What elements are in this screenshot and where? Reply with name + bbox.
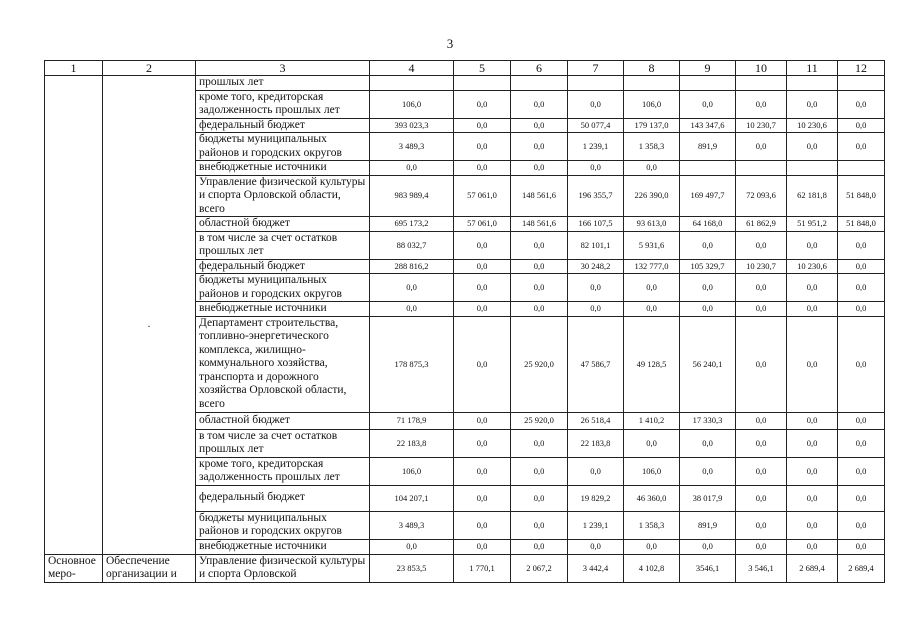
amount-cell: 0,0 — [454, 302, 511, 317]
amount-cell: 983 989,4 — [370, 175, 454, 217]
amount-cell: 0,0 — [454, 133, 511, 161]
amount-cell: 0,0 — [787, 274, 838, 302]
amount-cell — [736, 76, 787, 91]
amount-cell: 226 390,0 — [624, 175, 680, 217]
amount-cell: 0,0 — [454, 511, 511, 539]
amount-cell: 288 816,2 — [370, 259, 454, 274]
amount-cell: 47 586,7 — [568, 316, 624, 412]
amount-cell: 0,0 — [736, 412, 787, 429]
amount-cell: 178 875,3 — [370, 316, 454, 412]
column-number-12: 12 — [838, 61, 885, 76]
amount-cell: 0,0 — [838, 302, 885, 317]
amount-cell: 0,0 — [370, 161, 454, 176]
amount-cell: 0,0 — [454, 485, 511, 511]
amount-cell: 0,0 — [787, 485, 838, 511]
amount-cell: 0,0 — [838, 539, 885, 554]
amount-cell: 1 239,1 — [568, 133, 624, 161]
amount-cell: 0,0 — [454, 412, 511, 429]
funding-source-label: внебюджетные источники — [196, 539, 370, 554]
amount-cell: 0,0 — [511, 274, 568, 302]
amount-cell: 61 862,9 — [736, 217, 787, 232]
amount-cell: 38 017,9 — [680, 485, 736, 511]
amount-cell: 0,0 — [838, 457, 885, 485]
amount-cell: 0,0 — [787, 302, 838, 317]
amount-cell: 179 137,0 — [624, 118, 680, 133]
amount-cell: 57 061,0 — [454, 217, 511, 232]
amount-cell: 1 770,1 — [454, 554, 511, 582]
amount-cell: 104 207,1 — [370, 485, 454, 511]
amount-cell: 10 230,6 — [787, 259, 838, 274]
amount-cell: 0,0 — [568, 539, 624, 554]
amount-cell: 0,0 — [370, 539, 454, 554]
amount-cell: 0,0 — [511, 511, 568, 539]
funding-source-label: бюджеты муниципальных районов и городских округов — [196, 133, 370, 161]
amount-cell — [454, 76, 511, 91]
amount-cell: 0,0 — [454, 161, 511, 176]
amount-cell: 71 178,9 — [370, 412, 454, 429]
amount-cell: 1 358,3 — [624, 133, 680, 161]
amount-cell: 0,0 — [736, 539, 787, 554]
amount-cell: 0,0 — [454, 429, 511, 457]
amount-cell: 0,0 — [680, 231, 736, 259]
amount-cell: 82 101,1 — [568, 231, 624, 259]
funding-source-label: кроме того, кредиторская задолженность прошлых лет — [196, 90, 370, 118]
amount-cell: 0,0 — [787, 457, 838, 485]
amount-cell: 0,0 — [838, 485, 885, 511]
amount-cell: 0,0 — [624, 429, 680, 457]
amount-cell: 3546,1 — [680, 554, 736, 582]
amount-cell: 10 230,7 — [736, 259, 787, 274]
funding-source-label: федеральный бюджет — [196, 118, 370, 133]
funding-source-label: Департамент строительства, топливно-энергетического комплекса, жилищно-коммунального хозяйства, транспорта и дорожного хозяйства Орловской области, всего — [196, 316, 370, 412]
funding-source-label: прошлых лет — [196, 76, 370, 91]
amount-cell: 0,0 — [838, 412, 885, 429]
amount-cell: 106,0 — [624, 90, 680, 118]
amount-cell: 0,0 — [680, 457, 736, 485]
amount-cell: 2 067,2 — [511, 554, 568, 582]
amount-cell: 88 032,7 — [370, 231, 454, 259]
amount-cell: 143 347,6 — [680, 118, 736, 133]
amount-cell: 30 248,2 — [568, 259, 624, 274]
amount-cell — [680, 161, 736, 176]
amount-cell: 0,0 — [624, 539, 680, 554]
funding-source-label: областной бюджет — [196, 217, 370, 232]
table-row — [45, 554, 885, 582]
amount-cell: 0,0 — [787, 511, 838, 539]
amount-cell: 105 329,7 — [680, 259, 736, 274]
funding-source-label: областной бюджет — [196, 412, 370, 429]
amount-cell: 3 489,3 — [370, 511, 454, 539]
funding-source-label: бюджеты муниципальных районов и городских округов — [196, 274, 370, 302]
funding-source-label: бюджеты муниципальных районов и городских округов — [196, 511, 370, 539]
amount-cell — [787, 76, 838, 91]
activity-name-cell — [103, 76, 196, 555]
amount-cell: 0,0 — [454, 539, 511, 554]
amount-cell: 51 951,2 — [787, 217, 838, 232]
page-number: 3 — [446, 36, 454, 51]
amount-cell: 0,0 — [736, 485, 787, 511]
amount-cell: 19 829,2 — [568, 485, 624, 511]
funding-source-label: внебюджетные источники — [196, 161, 370, 176]
amount-cell: 23 853,5 — [370, 554, 454, 582]
amount-cell: 106,0 — [624, 457, 680, 485]
amount-cell: 0,0 — [680, 274, 736, 302]
column-number-7: 7 — [568, 61, 624, 76]
amount-cell — [624, 76, 680, 91]
amount-cell: 0,0 — [511, 302, 568, 317]
amount-cell: 0,0 — [454, 316, 511, 412]
amount-cell — [787, 161, 838, 176]
funding-source-label: Управление физической культуры и спорта Орловской — [196, 554, 370, 582]
amount-cell: 3 546,1 — [736, 554, 787, 582]
amount-cell: 0,0 — [511, 539, 568, 554]
amount-cell: 166 107,5 — [568, 217, 624, 232]
amount-cell: 0,0 — [511, 429, 568, 457]
amount-cell: 0,0 — [838, 118, 885, 133]
amount-cell: 0,0 — [838, 274, 885, 302]
amount-cell: 0,0 — [838, 90, 885, 118]
amount-cell: 50 077,4 — [568, 118, 624, 133]
amount-cell: 891,9 — [680, 511, 736, 539]
amount-cell: 17 330,3 — [680, 412, 736, 429]
amount-cell: 0,0 — [624, 302, 680, 317]
amount-cell: 0,0 — [736, 133, 787, 161]
amount-cell: 72 093,6 — [736, 175, 787, 217]
amount-cell: 0,0 — [787, 412, 838, 429]
table-row — [45, 76, 885, 91]
amount-cell: 1 239,1 — [568, 511, 624, 539]
amount-cell — [568, 76, 624, 91]
amount-cell: 0,0 — [736, 90, 787, 118]
amount-cell: 695 173,2 — [370, 217, 454, 232]
amount-cell: 148 561,6 — [511, 175, 568, 217]
amount-cell: 0,0 — [838, 429, 885, 457]
amount-cell — [680, 76, 736, 91]
amount-cell: 0,0 — [838, 511, 885, 539]
amount-cell: 0,0 — [838, 316, 885, 412]
amount-cell: 46 360,0 — [624, 485, 680, 511]
amount-cell — [838, 161, 885, 176]
amount-cell: 3 442,4 — [568, 554, 624, 582]
amount-cell: 132 777,0 — [624, 259, 680, 274]
amount-cell: 0,0 — [454, 259, 511, 274]
amount-cell: 0,0 — [787, 90, 838, 118]
amount-cell: 169 497,7 — [680, 175, 736, 217]
amount-cell: 4 102,8 — [624, 554, 680, 582]
scan-mark: . — [147, 319, 151, 331]
amount-cell: 106,0 — [370, 457, 454, 485]
amount-cell: 0,0 — [680, 90, 736, 118]
amount-cell: 0,0 — [454, 231, 511, 259]
funding-source-label: кроме того, кредиторская задолженность прошлых лет — [196, 457, 370, 485]
budget-table — [44, 60, 885, 583]
column-number-1: 1 — [45, 61, 103, 76]
funding-source-label: внебюджетные источники — [196, 302, 370, 317]
amount-cell: 0,0 — [838, 231, 885, 259]
funding-source-label: Управление физической культуры и спорта Орловской области, всего — [196, 175, 370, 217]
amount-cell: 0,0 — [736, 274, 787, 302]
funding-source-label: федеральный бюджет — [196, 485, 370, 511]
amount-cell: 148 561,6 — [511, 217, 568, 232]
amount-cell: 0,0 — [838, 259, 885, 274]
amount-cell: 10 230,6 — [787, 118, 838, 133]
amount-cell: 5 931,6 — [624, 231, 680, 259]
amount-cell: 0,0 — [511, 259, 568, 274]
amount-cell: 0,0 — [568, 90, 624, 118]
amount-cell: 93 613,0 — [624, 217, 680, 232]
column-number-5: 5 — [454, 61, 511, 76]
column-number-3: 3 — [196, 61, 370, 76]
amount-cell: 51 848,0 — [838, 217, 885, 232]
amount-cell: 0,0 — [454, 274, 511, 302]
funding-source-label: в том числе за счет остатков прошлых лет — [196, 429, 370, 457]
column-number-9: 9 — [680, 61, 736, 76]
amount-cell: 0,0 — [511, 457, 568, 485]
amount-cell: 196 355,7 — [568, 175, 624, 217]
amount-cell: 25 920,0 — [511, 412, 568, 429]
amount-cell: 0,0 — [736, 302, 787, 317]
amount-cell: 0,0 — [736, 429, 787, 457]
amount-cell: 0,0 — [511, 231, 568, 259]
amount-cell: 0,0 — [511, 161, 568, 176]
amount-cell — [736, 161, 787, 176]
amount-cell: 0,0 — [680, 429, 736, 457]
amount-cell: 0,0 — [680, 539, 736, 554]
activity-name-cell: Обеспечение организации и — [103, 554, 196, 582]
amount-cell: 1 358,3 — [624, 511, 680, 539]
amount-cell: 0,0 — [454, 118, 511, 133]
column-number-10: 10 — [736, 61, 787, 76]
amount-cell: 0,0 — [568, 457, 624, 485]
column-number-6: 6 — [511, 61, 568, 76]
amount-cell: 0,0 — [736, 316, 787, 412]
amount-cell: 0,0 — [787, 316, 838, 412]
amount-cell: 62 181,8 — [787, 175, 838, 217]
amount-cell: 0,0 — [736, 457, 787, 485]
column-number-4: 4 — [370, 61, 454, 76]
amount-cell: 0,0 — [736, 511, 787, 539]
amount-cell: 393 023,3 — [370, 118, 454, 133]
amount-cell: 0,0 — [787, 133, 838, 161]
amount-cell: 0,0 — [568, 161, 624, 176]
column-number-8: 8 — [624, 61, 680, 76]
amount-cell: 0,0 — [787, 231, 838, 259]
column-number-row — [45, 61, 885, 76]
amount-cell: 2 689,4 — [787, 554, 838, 582]
amount-cell: 3 489,3 — [370, 133, 454, 161]
amount-cell — [370, 76, 454, 91]
column-number-2: 2 — [103, 61, 196, 76]
activity-number-cell — [45, 76, 103, 555]
amount-cell — [511, 76, 568, 91]
amount-cell: 1 410,2 — [624, 412, 680, 429]
amount-cell: 22 183,8 — [370, 429, 454, 457]
amount-cell: 0,0 — [511, 90, 568, 118]
amount-cell: 49 128,5 — [624, 316, 680, 412]
column-number-11: 11 — [787, 61, 838, 76]
amount-cell: 0,0 — [787, 429, 838, 457]
amount-cell: 106,0 — [370, 90, 454, 118]
amount-cell: 0,0 — [736, 231, 787, 259]
amount-cell: 57 061,0 — [454, 175, 511, 217]
amount-cell: 0,0 — [624, 161, 680, 176]
amount-cell: 0,0 — [680, 302, 736, 317]
amount-cell: 64 168,0 — [680, 217, 736, 232]
amount-cell: 0,0 — [454, 457, 511, 485]
amount-cell: 25 920,0 — [511, 316, 568, 412]
amount-cell: 0,0 — [838, 133, 885, 161]
amount-cell: 0,0 — [787, 539, 838, 554]
amount-cell: 0,0 — [568, 274, 624, 302]
amount-cell: 0,0 — [454, 90, 511, 118]
amount-cell: 0,0 — [624, 274, 680, 302]
amount-cell: 10 230,7 — [736, 118, 787, 133]
amount-cell: 0,0 — [370, 302, 454, 317]
amount-cell: 0,0 — [370, 274, 454, 302]
funding-source-label: федеральный бюджет — [196, 259, 370, 274]
amount-cell: 0,0 — [568, 302, 624, 317]
amount-cell: 56 240,1 — [680, 316, 736, 412]
amount-cell: 2 689,4 — [838, 554, 885, 582]
amount-cell: 0,0 — [511, 118, 568, 133]
amount-cell: 26 518,4 — [568, 412, 624, 429]
activity-number-cell: Основное меро- — [45, 554, 103, 582]
amount-cell: 0,0 — [511, 485, 568, 511]
amount-cell: 891,9 — [680, 133, 736, 161]
amount-cell: 22 183,8 — [568, 429, 624, 457]
amount-cell: 0,0 — [511, 133, 568, 161]
amount-cell: 51 848,0 — [838, 175, 885, 217]
funding-source-label: в том числе за счет остатков прошлых лет — [196, 231, 370, 259]
amount-cell — [838, 76, 885, 91]
